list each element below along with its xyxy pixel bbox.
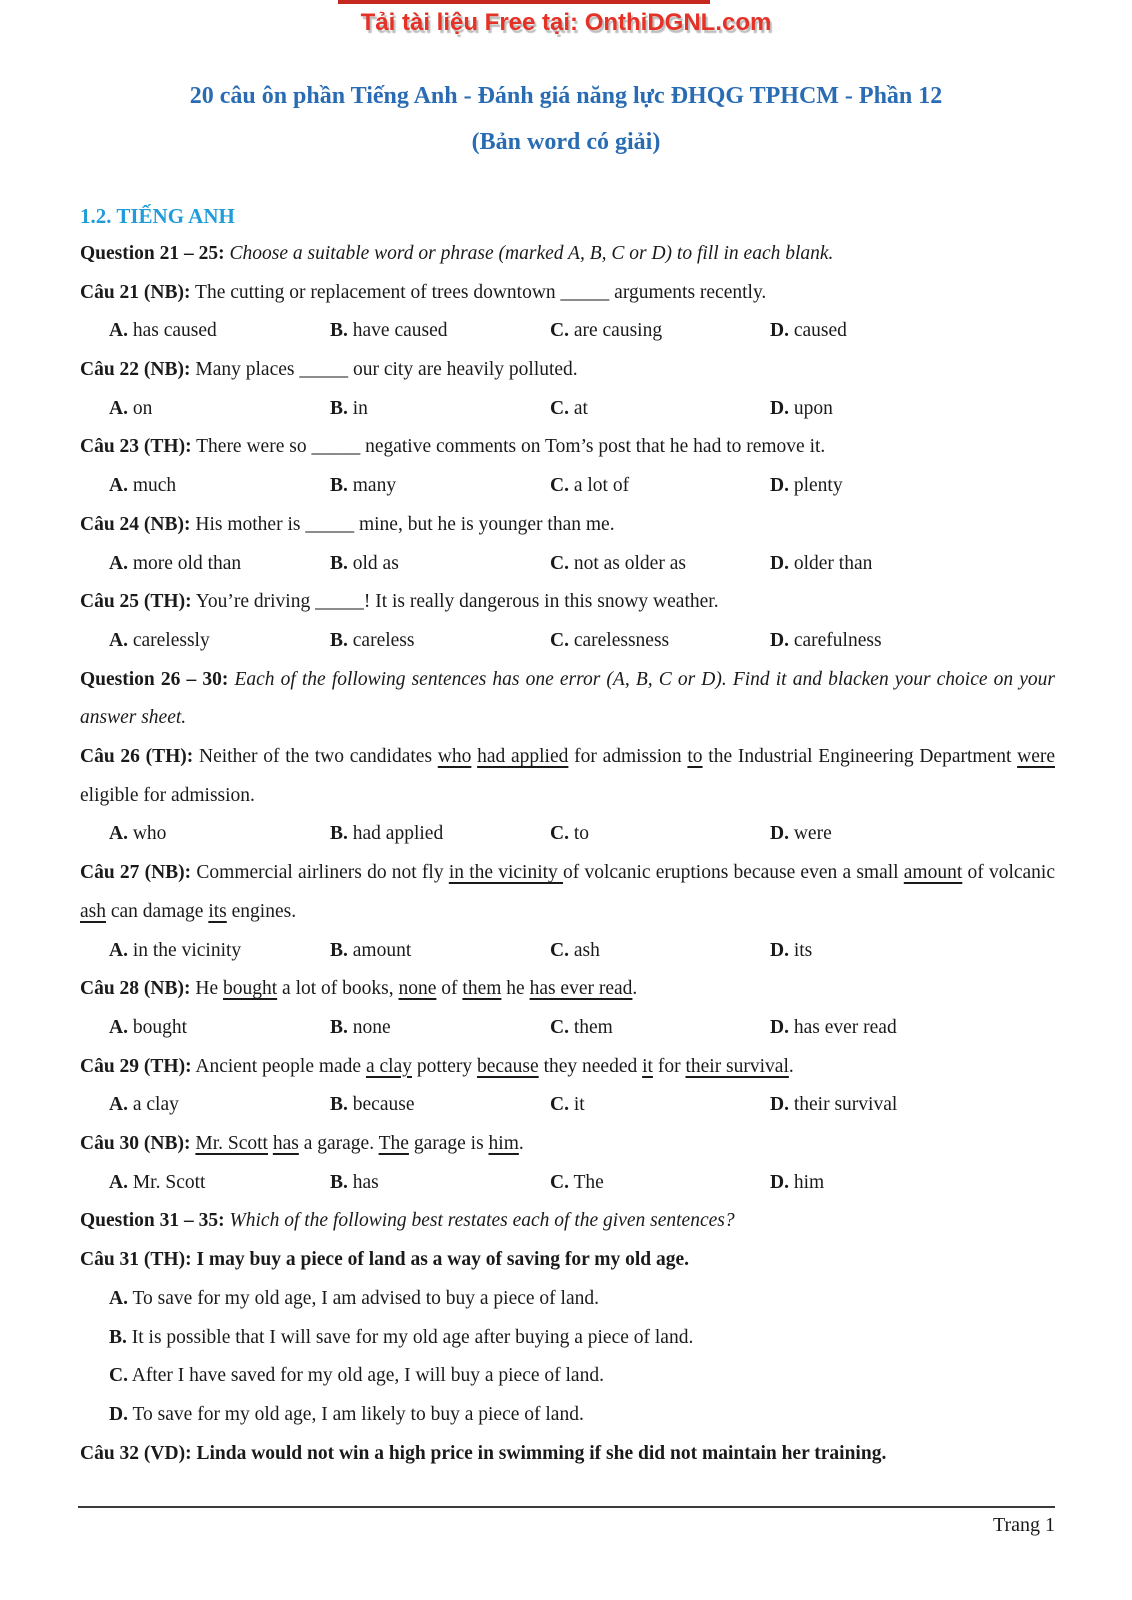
option-b [330, 390, 368, 429]
option-text: old as [352, 552, 399, 574]
question-cau-24 [80, 506, 1055, 545]
option-letter: C. [550, 823, 569, 845]
option-d [770, 815, 832, 854]
option-b [330, 1009, 391, 1048]
document-title: 20 câu ôn phần Tiếng Anh - Đánh giá năng lực ĐHQG TPHCM - Phần 12 [189, 83, 943, 109]
option-a [109, 932, 241, 971]
option-d [770, 1164, 824, 1203]
option-letter: B. [330, 552, 348, 574]
option-c [550, 390, 588, 429]
option-letter: B. [330, 823, 348, 845]
option-letter: C. [550, 939, 569, 961]
option-c [550, 622, 669, 661]
question-text: Linda would not win a high price in swimming if she did not maintain her training. [196, 1442, 887, 1464]
option-letter: A. [109, 320, 128, 342]
option-d [770, 390, 833, 429]
instruction-label: Question 31 – 35: [80, 1210, 225, 1232]
instruction-text: Each of the following sentences has one error (A, B, C or D). Find it and blacken your choice on your answer sheet. [80, 668, 1055, 729]
question-cau-26 [80, 738, 1055, 815]
option-text: To save for my old age, I am advised to buy a piece of land. [132, 1287, 599, 1309]
options-row-cau-26 [80, 815, 1055, 854]
footer-rule [78, 1506, 1055, 1537]
option-letter: C. [550, 475, 569, 497]
option-text: are causing [573, 320, 663, 342]
option-c [550, 815, 589, 854]
option-text: carelessly [132, 629, 210, 651]
option-c [550, 467, 629, 506]
option-letter: A. [109, 475, 128, 497]
option-letter: D. [770, 552, 789, 574]
question-label: Câu 25 (TH): [80, 591, 192, 613]
option-letter: B. [330, 1016, 348, 1038]
instruction-label: Question 21 – 25: [80, 243, 225, 264]
question-cau-25 [80, 583, 1055, 622]
cutoff-red-strip [338, 0, 710, 4]
option-letter: B. [109, 1326, 127, 1348]
options-row-cau-27 [80, 932, 1055, 971]
question-text: I may buy a piece of land as a way of saving for my old age. [196, 1249, 690, 1271]
option-d [770, 1009, 897, 1048]
document-title-block [0, 73, 1132, 165]
option-letter: D. [770, 1094, 789, 1116]
option-letter: B. [330, 475, 348, 497]
option-text: have caused [352, 320, 448, 342]
option-b-cau-31 [80, 1319, 1055, 1358]
instruction-q26-30 [80, 661, 1055, 738]
option-letter: C. [550, 1016, 569, 1038]
option-c [550, 932, 600, 971]
question-text: Neither of the two candidates who had applied for admission to the Industrial Engineering Department were eligible for admission. [80, 746, 1055, 806]
option-c [550, 1086, 585, 1125]
option-b [330, 1164, 379, 1203]
question-text: Mr. Scott has a garage. The garage is him. [195, 1133, 524, 1155]
option-text: had applied [352, 823, 444, 845]
option-c [550, 1009, 613, 1048]
options-row-cau-22 [80, 390, 1055, 429]
option-text: many [352, 475, 397, 497]
option-text: more old than [132, 552, 242, 574]
option-text: a lot of [573, 475, 630, 497]
option-b [330, 467, 396, 506]
question-text: There were so _____ negative comments on Tom’s post that he had to remove it. [196, 436, 826, 458]
option-text: on [132, 397, 153, 419]
option-letter: C. [109, 1365, 128, 1387]
option-letter: C. [550, 397, 569, 419]
option-letter: B. [330, 629, 348, 651]
option-a-cau-31 [80, 1280, 1055, 1319]
option-text: plenty [793, 475, 843, 497]
option-b [330, 815, 443, 854]
options-row-cau-21 [80, 312, 1055, 351]
question-cau-27 [80, 854, 1055, 931]
instruction-text: Choose a suitable word or phrase (marked A, B, C or D) to fill in each blank. [229, 243, 834, 264]
question-text: Ancient people made a clay pottery because they needed it for their survival. [195, 1055, 794, 1077]
option-text: It is possible that I will save for my old age after buying a piece of land. [131, 1326, 694, 1348]
question-cau-30 [80, 1125, 1055, 1164]
options-row-cau-29 [80, 1086, 1055, 1125]
option-letter: B. [330, 1094, 348, 1116]
question-label: Câu 30 (NB): [80, 1133, 191, 1155]
option-text: bought [132, 1016, 188, 1038]
option-letter: A. [109, 1287, 128, 1309]
page-number: Trang 1 [992, 1514, 1055, 1536]
option-letter: B. [330, 397, 348, 419]
option-text: ash [573, 939, 600, 961]
question-text: The cutting or replacement of trees downtown _____ arguments recently. [195, 281, 767, 303]
option-letter: B. [330, 939, 348, 961]
question-label: Câu 26 (TH): [80, 746, 194, 768]
question-label: Câu 21 (NB): [80, 281, 191, 303]
option-text: its [793, 939, 813, 961]
option-a [109, 1164, 205, 1203]
option-a [109, 1086, 179, 1125]
option-text: The [573, 1171, 604, 1193]
question-text: He bought a lot of books, none of them he has ever read. [195, 978, 638, 1000]
option-letter: C. [550, 552, 569, 574]
option-letter: A. [109, 1171, 128, 1193]
option-b [330, 932, 411, 971]
options-row-cau-28 [80, 1009, 1055, 1048]
option-text: carefulness [793, 629, 882, 651]
option-text: After I have saved for my old age, I will buy a piece of land. [131, 1365, 604, 1387]
option-text: upon [793, 397, 833, 419]
document-subtitle: (Bản word có giải) [471, 129, 661, 155]
instruction-q31-35 [80, 1202, 1055, 1241]
question-label: Câu 27 (NB): [80, 862, 192, 884]
option-letter: D. [770, 475, 789, 497]
instruction-q21-25 [80, 235, 1055, 274]
option-text: Mr. Scott [132, 1171, 206, 1193]
section-heading: 1.2. TIẾNG ANH [80, 204, 235, 228]
option-a [109, 390, 152, 429]
option-text: careless [352, 629, 415, 651]
option-text: who [132, 823, 167, 845]
option-letter: A. [109, 629, 128, 651]
option-d-cau-31 [80, 1396, 1055, 1435]
options-row-cau-25 [80, 622, 1055, 661]
option-text: carelessness [573, 629, 670, 651]
question-cau-22 [80, 351, 1055, 390]
option-text: to [573, 823, 590, 845]
options-row-cau-24 [80, 545, 1055, 584]
option-text: not as older as [573, 552, 686, 574]
option-a [109, 312, 217, 351]
question-label: Câu 22 (NB): [80, 359, 191, 381]
options-row-cau-30 [80, 1164, 1055, 1203]
option-text: none [352, 1016, 391, 1038]
option-letter: C. [550, 629, 569, 651]
option-letter: D. [770, 629, 789, 651]
question-cau-29 [80, 1048, 1055, 1087]
option-d [770, 545, 872, 584]
option-d [770, 932, 812, 971]
option-b [330, 1086, 414, 1125]
option-letter: D. [770, 397, 789, 419]
option-letter: A. [109, 939, 128, 961]
option-letter: B. [330, 1171, 348, 1193]
promo-banner: Tải tài liệu Free tại: OnthiDGNL.com [360, 9, 772, 36]
option-a [109, 1009, 187, 1048]
options-row-cau-23 [80, 467, 1055, 506]
option-d [770, 467, 843, 506]
instruction-text: Which of the following best restates each of the given sentences? [229, 1210, 735, 1232]
option-text: him [793, 1171, 825, 1193]
option-d [770, 1086, 897, 1125]
question-text: Many places _____ our city are heavily polluted. [195, 359, 578, 381]
option-c [550, 545, 686, 584]
option-text: much [132, 475, 177, 497]
question-cau-28 [80, 970, 1055, 1009]
question-label: Câu 29 (TH): [80, 1055, 192, 1077]
option-c [550, 1164, 604, 1203]
option-letter: D. [770, 1016, 789, 1038]
option-text: were [793, 823, 832, 845]
option-text: has ever read [793, 1016, 897, 1038]
option-letter: B. [330, 320, 348, 342]
option-c [550, 312, 662, 351]
option-letter: A. [109, 1094, 128, 1116]
option-d [770, 312, 847, 351]
option-letter: C. [550, 1094, 569, 1116]
question-cau-31 [80, 1241, 1055, 1280]
option-a [109, 545, 241, 584]
option-letter: D. [770, 320, 789, 342]
option-text: their survival [793, 1094, 898, 1116]
question-label: Câu 31 (TH): [80, 1249, 192, 1271]
option-text: To save for my old age, I am likely to buy a piece of land. [132, 1403, 584, 1425]
question-text: His mother is _____ mine, but he is younger than me. [195, 513, 615, 535]
option-letter: A. [109, 397, 128, 419]
option-b [330, 312, 448, 351]
option-a [109, 815, 166, 854]
option-letter: A. [109, 1016, 128, 1038]
option-text: in the vicinity [132, 939, 242, 961]
option-letter: D. [770, 939, 789, 961]
document-body [80, 235, 1055, 1473]
option-letter: D. [770, 823, 789, 845]
option-text: it [573, 1094, 585, 1116]
option-d [770, 622, 882, 661]
question-text: Commercial airliners do not fly in the vicinity of volcanic eruptions because even a small amount of volcanic ash can damage its engines. [80, 862, 1055, 922]
option-text: them [573, 1016, 613, 1038]
option-letter: A. [109, 552, 128, 574]
option-text: has [352, 1171, 379, 1193]
option-letter: D. [109, 1403, 128, 1425]
option-text: caused [793, 320, 847, 342]
option-text: amount [352, 939, 412, 961]
option-b [330, 545, 399, 584]
option-c-cau-31 [80, 1357, 1055, 1396]
option-letter: D. [770, 1171, 789, 1193]
option-text: has caused [132, 320, 217, 342]
option-text: older than [793, 552, 873, 574]
question-cau-21 [80, 274, 1055, 313]
question-cau-32 [80, 1435, 1055, 1474]
option-a [109, 467, 176, 506]
option-text: a clay [132, 1094, 179, 1116]
question-label: Câu 24 (NB): [80, 513, 191, 535]
question-text: You’re driving _____! It is really dangerous in this snowy weather. [195, 591, 719, 613]
option-a [109, 622, 210, 661]
option-letter: C. [550, 1171, 569, 1193]
question-cau-23 [80, 428, 1055, 467]
question-label: Câu 28 (NB): [80, 978, 191, 1000]
option-b [330, 622, 414, 661]
option-letter: A. [109, 823, 128, 845]
question-label: Câu 32 (VD): [80, 1442, 192, 1464]
option-text: in [352, 397, 368, 419]
option-text: at [573, 397, 588, 419]
instruction-label: Question 26 – 30: [80, 668, 229, 690]
question-label: Câu 23 (TH): [80, 436, 192, 458]
option-letter: C. [550, 320, 569, 342]
option-text: because [352, 1094, 415, 1116]
